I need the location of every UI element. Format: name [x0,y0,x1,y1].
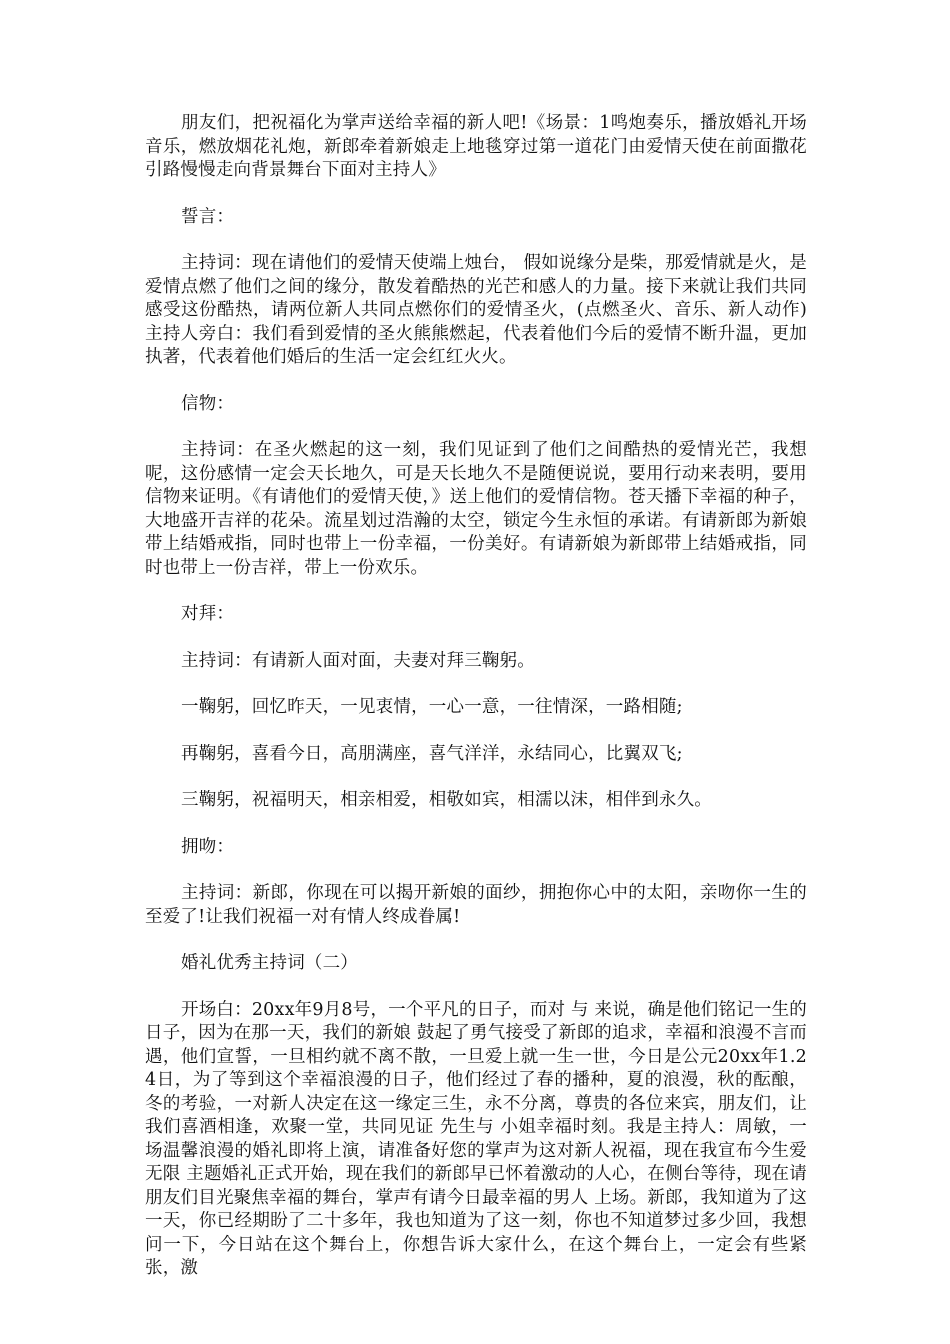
document-page [145,112,807,1304]
paragraph-intro-scene: 朋友们，把祝福化为掌声送给幸福的新人吧!《场景：1鸣炮奏乐，播放婚礼开场音乐，燃放烟花礼炮，新郎牵着新娘走上地毯穿过第一道花门由爱情天使在前面撒花引路慢慢走向背景舞台下面对主持人》 [145,113,807,180]
paragraph-kiss-host: 主持词：新郎，你现在可以揭开新娘的面纱，拥抱你心中的太阳，亲吻你一生的至爱了!让我们祝福一对有情人终成眷属! [145,883,807,927]
paragraph-third-bow: 三鞠躬，祝福明天，相亲相爱，相敬如宾，相濡以沫，相伴到永久。 [181,790,712,810]
paragraph-tokens-host: 主持词：在圣火燃起的这一刻，我们见证到了他们之间酷热的爱情光芒，我想呢，这份感情一定会天长地久，可是天长地久不是随便说说，要用行动来表明，要用信物来证明。《有请他们的爱情天使，》送上他们的爱情信物。苍天播下幸福的种子，大地盛开吉祥的花朵。流星划过浩瀚的太空，锁定今生永恒的承诺。有请新郎为新娘带上结婚戒指，同时也带上一份幸福，一份美好。有请新娘为新郎带上结婚戒指，同时也带上一份吉祥，带上一份欢乐。 [145,440,807,578]
section-heading-bow: 对拜： [181,604,235,624]
paragraph-second-bow: 再鞠躬，喜看今日，高朋满座，喜气洋洋，永结同心，比翼双飞; [181,743,683,764]
paragraph-bow-host: 主持词：有请新人面对面，夫妻对拜三鞠躬。 [181,650,535,671]
section-title-part-two: 婚礼优秀主持词（二） [181,953,358,973]
section-heading-kiss: 拥吻： [181,836,235,857]
paragraph-opening-speech: 开场白：20xx年9月8号，一个平凡的日子，而对 与 来说，确是他们铭记一生的日子，因为在那一天，我们的新娘 鼓起了勇气接受了新郎的追求，幸福和浪漫不言而遇，他们宣誓，一旦相约就不离不散，一旦爱上就一生一世，今日是公元20xx年1.24日，为了等到这个幸福浪漫的日子，他们经过了春的播种，夏的浪漫，秋的酝酿，冬的考验，一对新人决定在这一缘定三生，永不分离，尊贵的各位来宾，朋友们，让我们喜酒相逢，欢聚一堂，共同见证 先生与 小姐幸福时刻。我是主持人：周敏，一场温馨浪漫的婚礼即将上演，请准备好您的掌声为这对新人祝福，现在我宣布今生爱无限 主题婚礼正式开始，现在我们的新郎早已怀着激动的人心，在侧台等待，现在请朋友们目光聚焦幸福的舞台，掌声有请今日最幸福的男人 上场。新郎，我知道为了这一天，你已经期盼了二十多年，我也知道为了这一刻，你也不知道梦过多少回，我想问一下，今日站在这个舞台上，你想告诉大家什么，在这个舞台上，一定会有些紧张，激 [145,999,807,1278]
paragraph-vows-host: 主持词：现在请他们的爱情天使端上烛台， 假如说缘分是柴，那爱情就是火，是爱情点燃了他们之间的缘分，散发着酷热的光芒和感人的力量。接下来就让我们共同感受这份酷热，请两位新人共同点燃你们的爱情圣火，(点燃圣火、音乐、新人动作)主持人旁白：我们看到爱情的圣火熊熊燃起，代表着他们今后的爱情不断升温，更加执著，代表着他们婚后的生活一定会红红火火。 [145,253,807,367]
section-heading-vows: 誓言： [181,206,235,227]
section-heading-tokens: 信物： [181,393,235,414]
paragraph-first-bow: 一鞠躬，回忆昨天，一见衷情，一心一意，一往情深，一路相随; [181,697,683,717]
